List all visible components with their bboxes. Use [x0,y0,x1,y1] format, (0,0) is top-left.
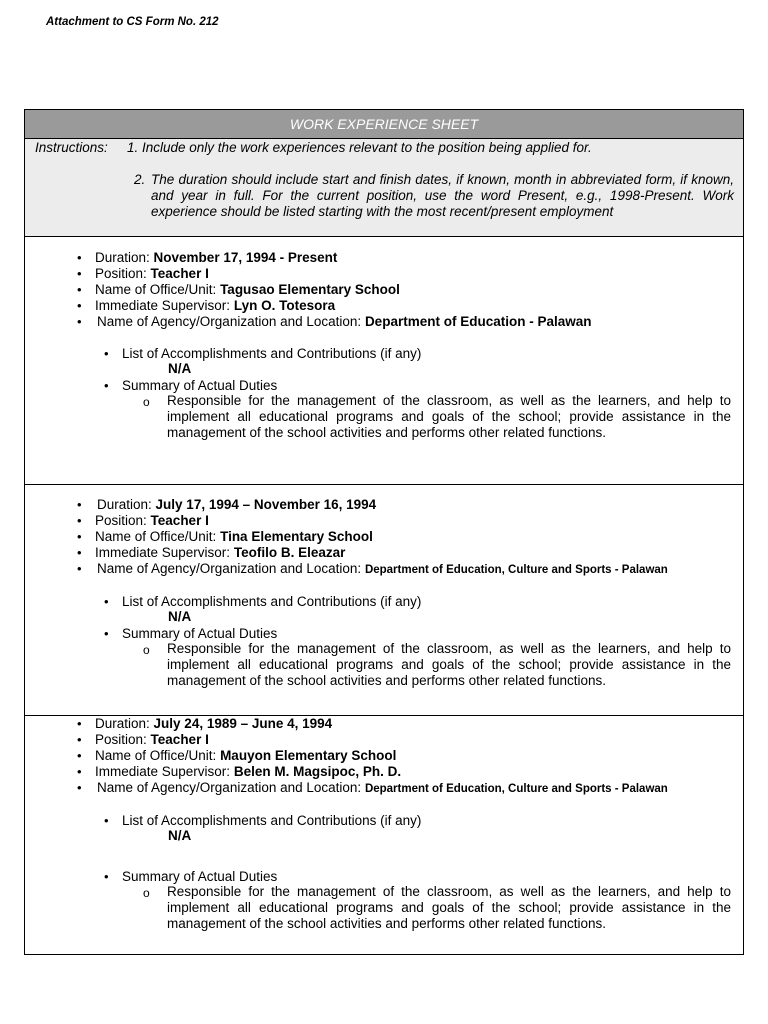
supervisor-row [77,298,336,313]
accomplishments-text: N/A [168,361,192,376]
accomplishments-value [168,828,191,843]
duration-label: Duration: [95,250,150,265]
position-label: Position: [95,513,147,528]
duty-text: Responsible for the management of the classroom, as well as the learners, and help to implement all educational programs and goals of the school; provide assistance in the management of the school activities and performs other related functions. [167,641,731,688]
agency-row [77,780,668,795]
duties-row [104,626,278,641]
bullet-icon: • [77,314,82,329]
bullet-icon: • [77,250,82,265]
bullet-icon: • [77,282,82,297]
office-row [77,282,400,297]
bullet-icon: • [104,346,109,361]
circle-bullet-icon: o [143,886,150,900]
duration-row [77,497,377,512]
bullet-icon: • [104,594,109,609]
bullet-icon: • [77,764,82,779]
agency-label: Name of Agency/Organization and Location: [97,780,362,795]
bullet-icon: • [77,497,82,512]
supervisor-label: Immediate Supervisor: [95,764,231,779]
bullet-icon: • [77,298,82,313]
accomplishments-label: List of Accomplishments and Contributions (if any) [122,813,422,828]
circle-bullet-icon: o [143,643,150,657]
agency-value: Department of Education, Culture and Sports - Palawan [364,564,668,576]
duty-text: Responsible for the management of the classroom, as well as the learners, and help to implement all educational programs and goals of the school; provide assistance in the management of the school activities and performs other related functions. [167,884,731,931]
duration-value: November 17, 1994 - Present [153,250,338,265]
office-row [77,529,373,544]
accomplishments-value [168,609,191,624]
duties-label: Summary of Actual Duties [122,869,278,884]
supervisor-label: Immediate Supervisor: [95,298,231,313]
bullet-icon: • [77,266,82,281]
bullet-icon: • [77,716,82,731]
instructions-panel [25,139,743,237]
agency-row [77,314,592,329]
duration-value: July 24, 1989 – June 4, 1994 [153,716,333,731]
accomplishments-row [104,346,422,361]
position-row [77,732,209,747]
accomplishments-label: List of Accomplishments and Contributions (if any) [122,346,422,361]
bullet-icon: • [77,780,82,795]
circle-bullet-icon: o [143,395,150,409]
office-label: Name of Office/Unit: [95,748,217,763]
instruction-2: The duration should include start and finish dates, if known, month in abbreviated form, if known, and year in full. For the current position, use the word Present, e.g., 1998-Present. Work experience should be listed starting with the most recent/present employment [151,172,734,219]
accomplishments-value [168,361,191,376]
office-value: Tina Elementary School [220,529,373,544]
bullet-icon: • [104,378,109,393]
bullet-icon: • [77,748,82,763]
office-label: Name of Office/Unit: [95,529,217,544]
agency-label: Name of Agency/Organization and Location: [97,314,362,329]
bullet-icon: • [77,513,82,528]
bullet-icon: • [77,561,82,576]
experience-entry-2 [25,485,743,716]
office-label: Name of Office/Unit: [95,282,217,297]
experience-entry-3 [25,716,743,954]
position-row [77,513,209,528]
agency-value: Department of Education, Culture and Sports - Palawan [364,783,668,795]
accomplishments-label: List of Accomplishments and Contributions (if any) [122,594,422,609]
instruction-1: 1. Include only the work experiences relevant to the position being applied for. [127,140,592,155]
accomplishments-text: N/A [168,609,192,624]
bullet-icon: • [104,869,109,884]
duties-label: Summary of Actual Duties [122,626,278,641]
supervisor-row [77,764,402,779]
attachment-note: Attachment to CS Form No. 212 [46,16,219,28]
office-value: Tagusao Elementary School [220,282,400,297]
position-label: Position: [95,732,147,747]
sheet-title: WORK EXPERIENCE SHEET [25,110,743,139]
agency-label: Name of Agency/Organization and Location: [97,561,362,576]
bullet-icon: • [77,732,82,747]
position-value: Teacher I [150,513,209,528]
agency-value: Department of Education - Palawan [364,314,592,329]
position-row [77,266,209,281]
work-experience-sheet [24,109,744,955]
duty-text: Responsible for the management of the classroom, as well as the learners, and help to implement all educational programs and goals of the school; provide assistance in the management of the school activities and performs other related functions. [167,393,731,440]
agency-row [77,561,668,576]
supervisor-row [77,545,346,560]
supervisor-value: Lyn O. Totesora [233,298,336,313]
duration-label: Duration: [95,716,150,731]
supervisor-value: Teofilo B. Eleazar [233,545,346,560]
supervisor-label: Immediate Supervisor: [95,545,231,560]
duties-label: Summary of Actual Duties [122,378,278,393]
accomplishments-row [104,813,422,828]
duties-row [104,378,278,393]
duties-row [104,869,278,884]
instruction-2-number: 2. [134,172,146,187]
position-value: Teacher I [150,732,209,747]
accomplishments-row [104,594,422,609]
office-row [77,748,397,763]
office-value: Mauyon Elementary School [220,748,397,763]
bullet-icon: • [104,813,109,828]
duration-row [77,250,338,265]
instructions-label: Instructions: [35,140,108,155]
supervisor-value: Belen M. Magsipoc, Ph. D. [233,764,402,779]
duration-value: July 17, 1994 – November 16, 1994 [155,497,377,512]
bullet-icon: • [77,545,82,560]
position-value: Teacher I [150,266,209,281]
accomplishments-text: N/A [168,828,192,843]
experience-entry-1 [25,237,743,485]
duration-label: Duration: [97,497,152,512]
position-label: Position: [95,266,147,281]
bullet-icon: • [104,626,109,641]
duration-row [77,716,333,731]
bullet-icon: • [77,529,82,544]
